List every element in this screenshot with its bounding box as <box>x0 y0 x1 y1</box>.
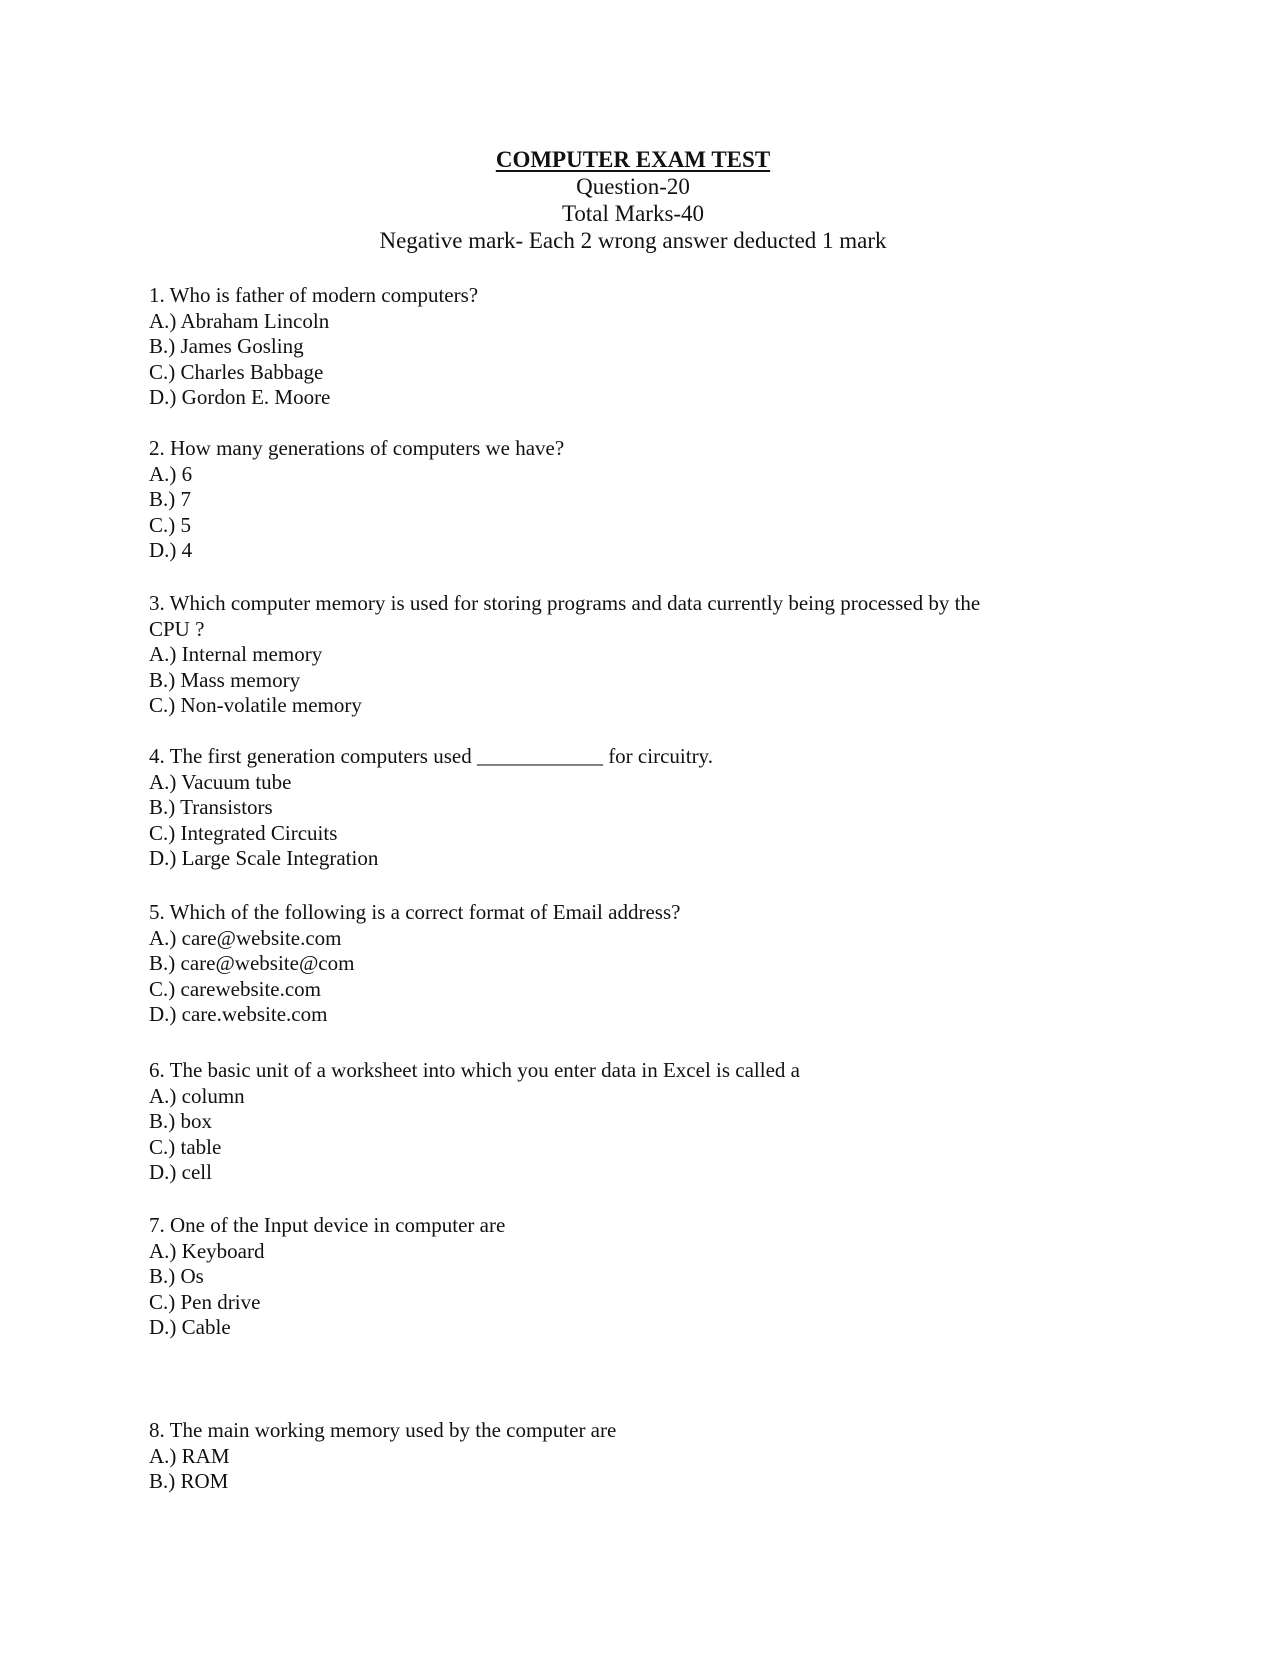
question-text: 6. The basic unit of a worksheet into which you enter data in Excel is called a <box>149 1058 800 1082</box>
exam-header <box>0 146 1266 254</box>
option-d: D.) cell <box>149 1160 212 1184</box>
option-a: A.) Abraham Lincoln <box>149 308 330 333</box>
option-d: D.) Gordon E. Moore <box>149 385 331 409</box>
option-d: D.) Large Scale Integration <box>149 846 379 870</box>
option-c: C.) Integrated Circuits <box>149 820 338 845</box>
question-text: 1. Who is father of modern computers? <box>149 283 479 307</box>
option-a: A.) Keyboard <box>149 1238 265 1263</box>
option-a: A.) Internal memory <box>149 642 323 666</box>
question-text: 4. The first generation computers used ____________ for circuitry. <box>149 744 713 768</box>
option-b: B.) 7 <box>149 487 191 511</box>
question-text: 3. Which computer memory is used for storing programs and data currently being processed by the <box>149 591 981 615</box>
option-a: A.) 6 <box>149 461 193 486</box>
question-text: 8. The main working memory used by the computer are <box>149 1418 617 1442</box>
question-text: 7. One of the Input device in computer are <box>149 1213 506 1237</box>
option-a: A.) RAM <box>149 1443 230 1468</box>
question-text: 5. Which of the following is a correct format of Email address? <box>149 900 681 924</box>
option-c: C.) Non-volatile memory <box>149 693 362 717</box>
question-5 <box>149 900 1149 1028</box>
negative-mark-rule: Negative mark- Each 2 wrong answer deducted 1 mark <box>379 228 887 253</box>
option-b: B.) care@website@com <box>149 951 355 975</box>
question-3 <box>149 591 1149 719</box>
question-4 <box>149 744 1149 872</box>
option-c: C.) Charles Babbage <box>149 359 324 384</box>
exam-title: COMPUTER EXAM TEST <box>495 147 771 172</box>
option-a: A.) care@website.com <box>149 925 342 950</box>
option-a: A.) column <box>149 1083 245 1108</box>
question-text-continued: CPU ? <box>149 616 205 641</box>
question-count: Question-20 <box>576 174 690 199</box>
option-c: C.) Pen drive <box>149 1289 261 1314</box>
question-1 <box>149 283 1149 411</box>
option-b: B.) ROM <box>149 1469 229 1493</box>
option-d: D.) care.website.com <box>149 1002 328 1026</box>
option-d: D.) Cable <box>149 1315 231 1339</box>
question-6 <box>149 1058 1149 1186</box>
option-c: C.) 5 <box>149 512 191 537</box>
question-text: 2. How many generations of computers we have? <box>149 436 565 460</box>
option-c: C.) carewebsite.com <box>149 976 322 1001</box>
option-a: A.) Vacuum tube <box>149 769 292 794</box>
option-b: B.) Mass memory <box>149 667 301 692</box>
option-b: B.) James Gosling <box>149 334 304 358</box>
option-c: C.) table <box>149 1134 222 1159</box>
question-8 <box>149 1418 1149 1495</box>
question-2 <box>149 436 1149 564</box>
option-b: B.) Os <box>149 1264 204 1288</box>
option-d: D.) 4 <box>149 538 193 562</box>
question-7 <box>149 1213 1149 1341</box>
option-b: B.) Transistors <box>149 795 273 819</box>
total-marks: Total Marks-40 <box>561 201 705 226</box>
option-b: B.) box <box>149 1109 212 1133</box>
